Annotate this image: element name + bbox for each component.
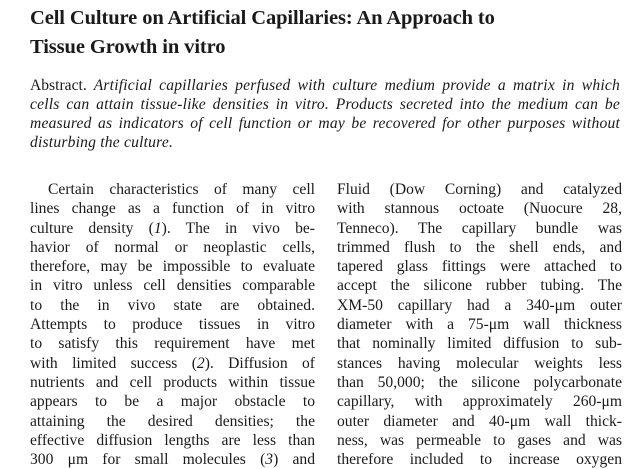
right-column-line: stances having molecular weights less bbox=[337, 354, 622, 372]
right-column-line: accept the silicone rubber tubing. The bbox=[337, 277, 622, 295]
right-column-line: with stannous octoate (Nuocure 28, bbox=[337, 200, 622, 218]
left-column-line: effective diffusion lengths are less than bbox=[30, 431, 315, 449]
right-column-line: Tenneco). The capillary bundle was bbox=[337, 219, 622, 237]
left-column-line: appears to be a major obstacle to bbox=[30, 393, 315, 411]
left-column-line: havior of normal or neoplastic cells, bbox=[30, 238, 315, 256]
left-column-line: nutrients and cell products within tissue bbox=[30, 373, 315, 391]
right-column-line: therefore included to increase oxygen bbox=[337, 451, 622, 469]
left-column-line: to satisfy this requirement have met bbox=[30, 335, 315, 353]
right-column-line: capillary, with approximately 260-μm bbox=[337, 393, 622, 411]
left-column-line: culture density (1). The in vivo be- bbox=[30, 219, 316, 237]
right-column-line: outer diameter and 40-μm wall thick- bbox=[337, 412, 622, 430]
left-column-line: therefore, may be impossible to evaluate bbox=[30, 258, 315, 276]
right-column-line: diameter with a 75-μm wall thickness bbox=[337, 316, 622, 334]
abstract bbox=[30, 76, 620, 152]
left-column-line: attaining the desired densities; the bbox=[30, 412, 315, 430]
right-column-line: ness, was permeable to gases and was bbox=[337, 431, 622, 449]
left-column-line: to the in vivo state are obtained. bbox=[30, 296, 315, 314]
right-column-line: Fluid (Dow Corning) and catalyzed bbox=[337, 181, 622, 198]
left-column-line: Certain characteristics of many cell bbox=[48, 181, 315, 198]
left-column-line: 300 μm for small molecules (3) and bbox=[30, 451, 315, 469]
abstract-text: Artificial capillaries perfused with culture medium provide a matrix in which cells can attain tissue-like densities in vitro. Products secreted into the medium can be measured as indicators of cell function or may be recovered for other purposes without disturbing the culture. bbox=[30, 77, 621, 151]
right-column-line: than 50,000; the silicone polycarbonate bbox=[337, 373, 622, 391]
left-column bbox=[30, 180, 315, 469]
right-column-line: tapered glass fittings were attached to bbox=[337, 258, 622, 276]
left-column-line: Attempts to produce tissues in vitro bbox=[30, 316, 315, 334]
right-column-line: that nominally limited diffusion to sub- bbox=[337, 335, 622, 353]
title-line-1: Cell Culture on Artificial Capillaries: An Approach to bbox=[30, 7, 495, 29]
title-line-2: Tissue Growth in vitro bbox=[30, 36, 226, 58]
left-column-line: in vitro unless cell densities comparable bbox=[30, 277, 315, 295]
right-column bbox=[337, 180, 622, 469]
article-title bbox=[30, 4, 630, 62]
left-column-line: with limited success (2). Diffusion of bbox=[30, 354, 315, 372]
right-column-line: XM-50 capillary had a 340-μm outer bbox=[337, 296, 622, 314]
right-column-line: trimmed flush to the shell ends, and bbox=[337, 238, 622, 256]
abstract-label: Abstract. bbox=[30, 77, 87, 94]
left-column-line: lines change as a function of in vitro bbox=[30, 200, 315, 218]
